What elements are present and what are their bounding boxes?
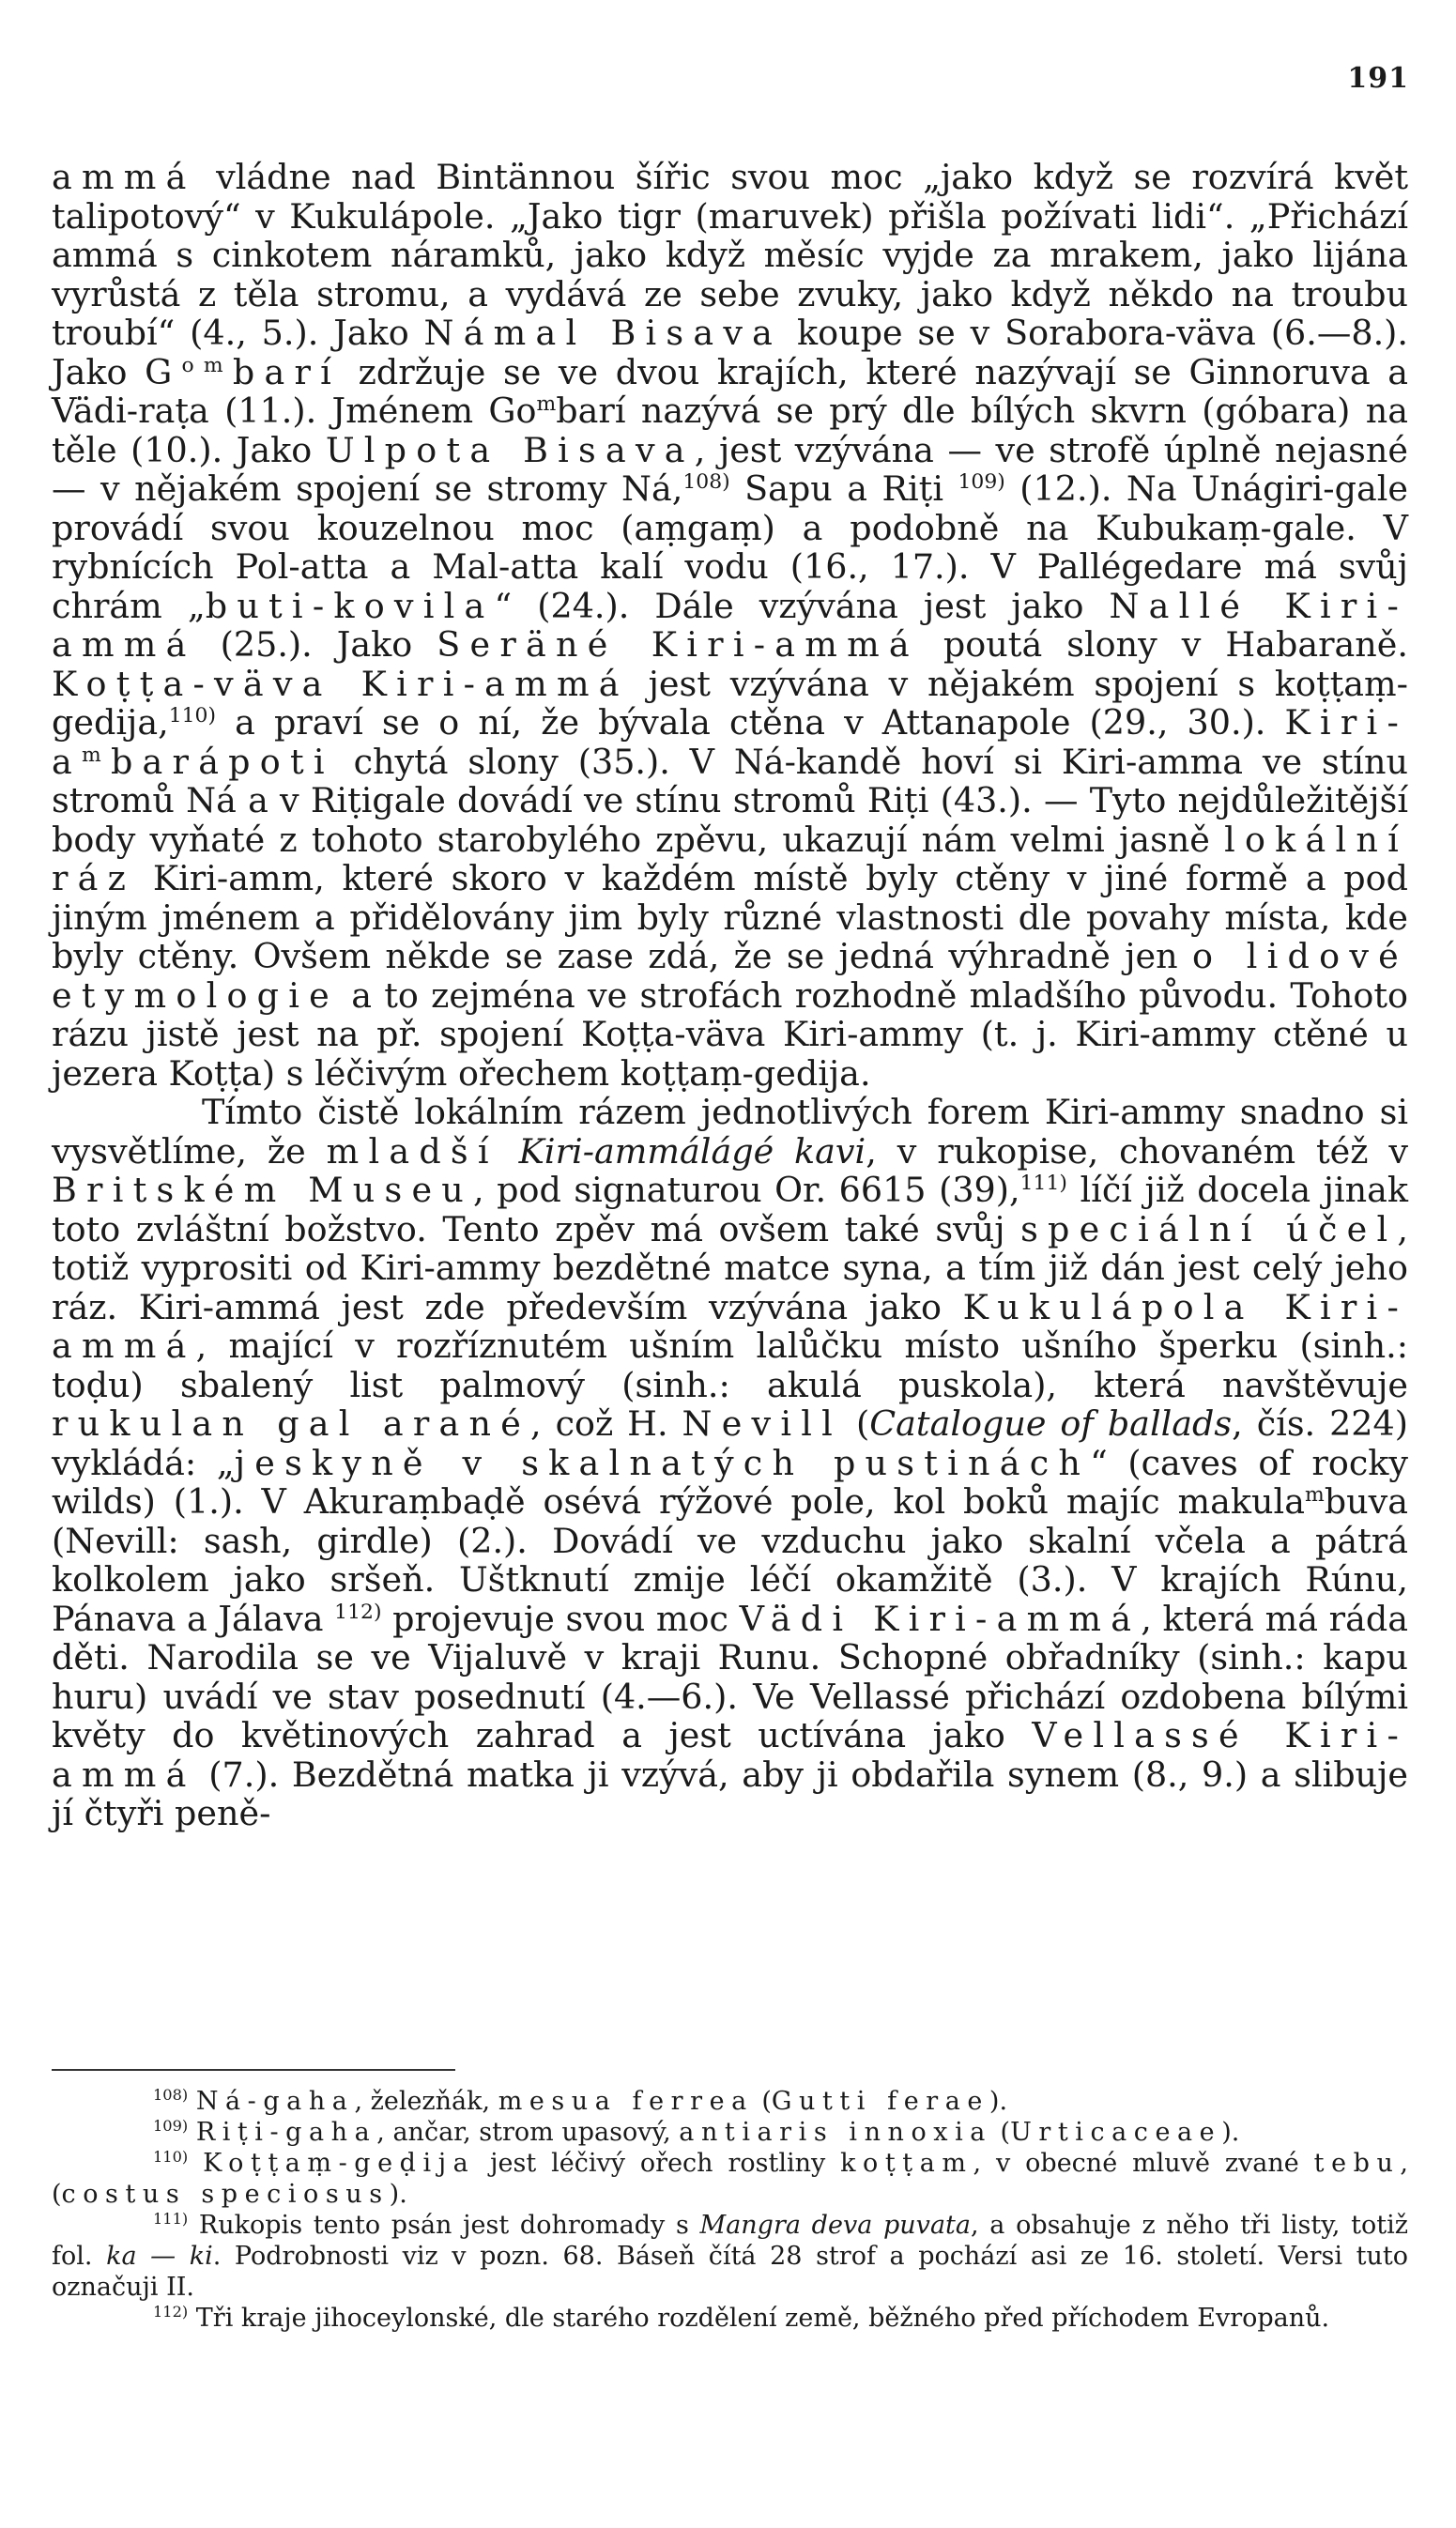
page-number: 191 bbox=[1347, 62, 1409, 95]
footnote-divider bbox=[52, 2069, 455, 2071]
footnotes: $^{108)}$ Ná-gaha, železňák, mesua ferrea (Gutti ferae). $^{109)}$ Riṭi-gaha, ančar, strom upasový, antiaris innoxia (Urticaceae). $^{110)}$ Koṭṭaṃ-geḍija jest léčivý ořech rostliny koṭṭam, v obecné mluvě zvané tebu, (costus speciosus). $^{111)}$ Rukopis tento psán jest dohromady s Mangra deva puvata, a obsahuje z něho tři listy, totiž fol. ka — ki. Podrobnosti viz v pozn. 68. Báseň čítá 28 strof a pochází asi ze 16. století. Versi tuto označuji II. $^{112)}$ Tři kraje jihoceylonské, dle starého rozdělení země, běžného před příchodem Evropanů. bbox=[52, 2086, 1409, 2333]
main-text: ammá vládne nad Bintännou šířic svou moc „jako když se rozvírá květ talipotový“ v Kukulápole. „Jako tigr (maruvek) přišla požívati lidi“. „Přichází ammá s cinkotem náramků, jako když měsíc vyjde za mrakem, jako lijána vyrůstá z těla stromu, a vydává ze sebe zvuky, jako když někdo na troubu troubí“ (4., 5.). Jako Námal Bisava koupe se v Sorabora-väva (6.—8.). Jako $G^{om}barí$ zdržuje se ve dvou krajích, které nazývají se Ginnoruva a Vädi-raṭa (11.). Jménem Go$^m$barí nazývá se prý dle bílých skvrn (góbara) na těle (10.). Jako Ulpota Bisava, jest vzývána — ve strofě úplně nejasné — v nějakém spojení se stromy Ná,$^{108)}$ Sapu a Riṭi $^{109)}$ (12.). Na Unágiri-gale provádí svou kouzelnou moc (aṃgaṃ) a podobně na Kubukaṃ-gale. V rybnících Pol-atta a Mal-atta kalí vodu (16., 17.). V Pallégedare má svůj chrám „buti-kovila“ (24.). Dále vzývána jest jako Nallé Kiri-ammá (25.). Jako Seräné Kiri-ammá poutá slony v Habaraně. Koṭṭa-väva Kiri-ammá jest vzývána v nějakém spojení s koṭṭaṃ-gedija,$^{110)}$ a praví se o ní, že bývala ctěna v Attanapole (29., 30.). Kiri-$a^mbarápoti$ chytá slony (35.). V Ná-kandě hoví si Kiri-amma ve stínu stromů Ná a v Riṭigale dovádí ve stínu stromů Riṭi (43.). — Tyto nejdůležitější body vyňaté z tohoto starobylého zpěvu, ukazují nám velmi jasně lokální ráz Kiri-amm, které skoro v každém místě byly ctěny v jiné formě a pod jiným jménem a přidělovány jim byly různé vlastnosti dle povahy místa, kde byly ctěny. Ovšem někde se zase zdá, že se jedná výhradně jen o lidové etymologie a to zejména ve strofách rozhodně mladšího původu. Tohoto rázu jistě jest na př. spojení Koṭṭa-väva Kiri-ammy (t. j. Kiri-ammy ctěné u jezera Koṭṭa) s léčivým ořechem koṭṭaṃ-gedija. Tímto čistě lokálním rázem jednotlivých forem Kiri-ammy snadno si vysvětlíme, že mladší Kiri-ammálágé kavi, v rukopise, chovaném též v Britském Museu, pod signaturou Or. 6615 (39),$^{111)}$ líčí již docela jinak toto zvláštní božstvo. Tento zpěv má ovšem také svůj speciální účel, totiž vyprositi od Kiri-ammy bezdětné matce syna, a tím již dán jest celý jeho ráz. Kiri-ammá jest zde především vzývána jako Kukulápola Kiri-ammá, mající v rozříznutém ušním lalůčku místo ušního šperku (sinh.: toḍu) sbalený list palmový (sinh.: akulá puskola), která navštěvuje rukulan gal arané, což H. Nevill (Catalogue of ballads, čís. 224) vykládá: „jeskyně v skalnatých pustinách“ (caves of rocky wilds) (1.). V Akuraṃbaḍě osévá rýžové pole, kol boků majíc makula$^m$buva (Nevill: sash, girdle) (2.). Dovádí ve vzduchu jako skalní včela a pátrá kolkolem jako sršeň. Uštknutí zmije léčí okamžitě (3.). V krajích Rúnu, Pánava a Jálava $^{112)}$ projevuje svou moc Vädi Kiri-ammá, která má ráda děti. Narodila se ve Vijaluvě v kraji Runu. Schopné obřadníky (sinh.: kapu huru) uvádí ve stav posednutí (4.—6.). Ve Vellassé přichází ozdobena bílými květy do květinových zahrad a jest uctívána jako Vellassé Kiri-ammá (7.). Bezdětná matka ji vzývá, aby ji obdařila synem (8., 9.) a slibuje jí čtyři peně- bbox=[52, 157, 1409, 1833]
